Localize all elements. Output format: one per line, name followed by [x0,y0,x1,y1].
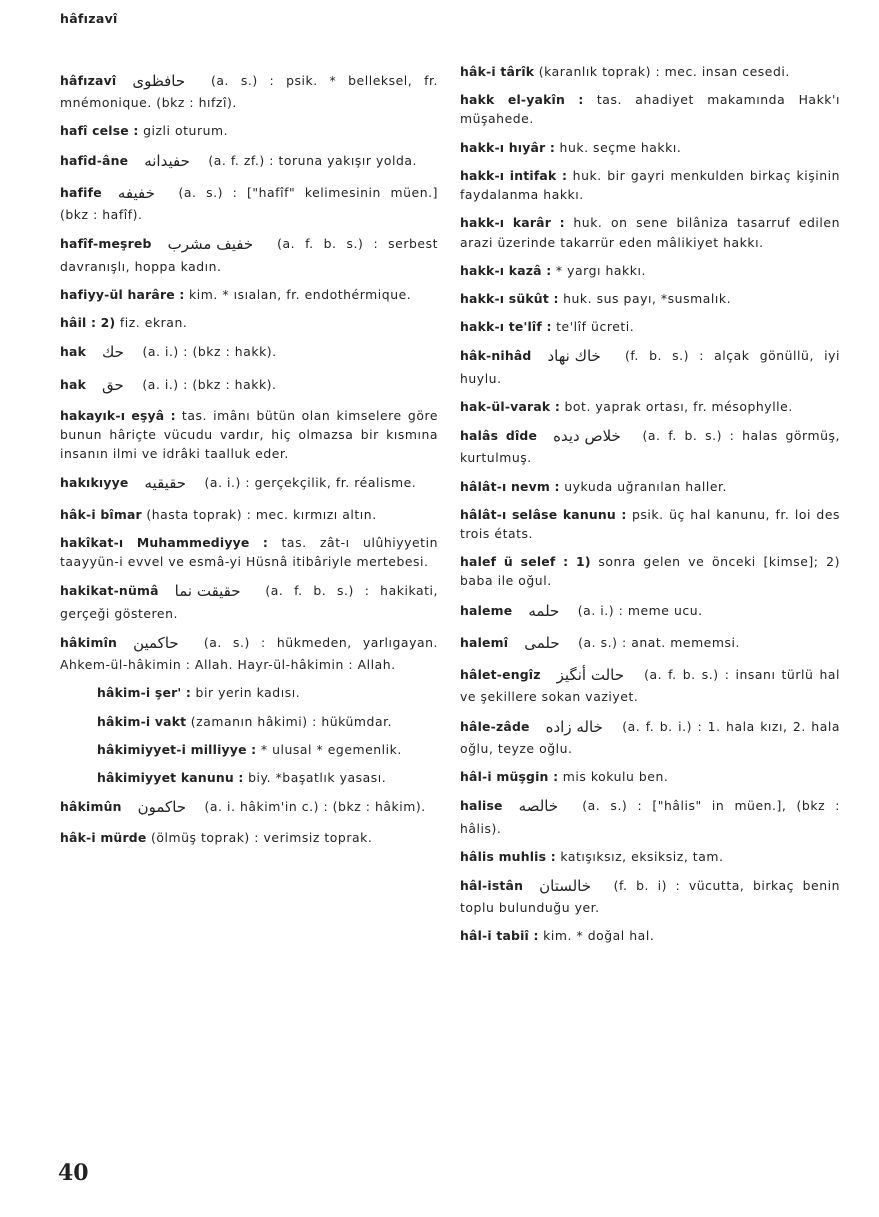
entry-ottoman-script: خاك نهاد [547,347,601,366]
entry-definition: (ölmüş toprak) : verimsiz toprak. [146,830,373,846]
entry-headword: hâfızavî [60,73,117,88]
entry-headword: hâlât-ı selâse kanunu : [460,506,627,522]
dictionary-entry [460,552,840,590]
entry-headword: hâl-i tabiî : [460,928,539,944]
entry-headword: hâle-zâde [460,718,530,734]
entry-definition: uykuda uğranılan haller. [559,478,727,494]
running-header: hâfızavî [60,11,118,26]
page-number: 40 [58,1160,89,1186]
right-column [460,62,840,955]
entry-headword: hakk-ı te'lîf : [460,319,552,335]
entry-definition: (a. f. zf.) : toruna yakışır yolda. [203,152,418,168]
entry-headword: hakikat-nümâ [60,583,159,599]
entry-definition: huk. bir gayri menkulden birkaç kişinin faydalanma hakkı. [460,167,840,203]
entry-ottoman-script: خالستان [539,877,592,895]
entry-headword: hâkim-i şer' : [97,685,192,701]
entry-headword: hâkimûn [60,799,122,815]
entry-headword: hakk el-yakîn : [460,92,584,108]
entry-definition: (a. s.) : psik. * belleksel, fr. mnémonique. (bkz : hıfzî). [60,73,438,111]
entry-headword: hak-ül-varak : [460,398,560,414]
entry-headword: hafife [60,184,102,200]
dictionary-entry [460,345,840,387]
dictionary-entry [460,425,840,467]
entry-definition: (f. b. s.) : alçak gönüllü, iyi huylu. [460,348,840,386]
entry-headword: hâkimîn [60,634,118,650]
entry-headword: hakk-ı karâr : [460,215,565,231]
entry-definition: (a. s.) : ["hafîf" kelimesinin müen.] (bkz : hafîf). [60,184,438,223]
entry-ottoman-script: خاله زاده [545,717,603,736]
entry-definition: psik. üç hal kanunu, fr. loi des trois états. [460,506,841,541]
entry-definition: (hasta toprak) : mec. kırmızı altın. [141,506,377,522]
entry-definition: (a. i.) : gerçekçilik, fr. réalisme. [200,475,417,491]
left-column [60,62,438,857]
entry-definition: (a. f. b. s.) : serbest davranışlı, hoppa kadın. [60,236,438,274]
entry-definition: (a. s.) : ["hâlis" in müen.], (bkz : hâlis). [460,798,840,836]
dictionary-entry [60,683,438,702]
entry-headword: hafîf-meşreb [60,236,152,252]
dictionary-entry [60,580,438,622]
entry-ottoman-script: خلاص ديده [553,427,621,446]
dictionary-entry [60,121,438,140]
entry-definition: huk. on sene bilâniza tasarruf edilen arazi üzerinde takarrür eden mâlikiyet hakkı. [460,215,840,250]
entry-definition: katışıksız, eksiksiz, tam. [555,848,724,864]
entry-headword: hâil : 2) [60,315,116,331]
dictionary-entry [60,712,438,731]
entry-definition: kim. * doğal hal. [538,928,655,944]
dictionary-entry [460,261,840,280]
entry-headword: hakk-ı intifak : [460,167,568,183]
dictionary-entry [460,397,840,416]
entry-definition: gizli oturum. [138,123,229,139]
entry-definition: kim. * ısıalan, fr. endothérmique. [184,286,412,302]
entry-headword: hâkim-i vakt [97,713,187,729]
dictionary-entry [60,768,438,787]
entry-definition: (a. f. b. i.) : 1. hala kızı, 2. hala oğlu, teyze oğlu. [460,718,840,756]
dictionary-entry [460,632,840,655]
entry-headword: hâk-i mürde [60,830,147,846]
dictionary-entry [460,213,840,251]
entry-definition: (a. f. b. s.) : insanı türlü hal ve şekillere sokan vaziyet. [460,667,840,705]
entry-definition: (a. i.) : meme ucu. [573,602,703,618]
entry-definition: tas. imânı bütün olan kimselere göre bunun hâriçte vücudu vardır, hiç olmazsa bir kısmına insanın ilmi ve idrâki taalluk eder. [60,407,438,462]
entry-definition: tas. ahadiyet makamında Hakk'ı müşahede. [460,92,840,127]
entry-headword: haleme [460,602,513,618]
dictionary-entry [460,847,840,866]
dictionary-entry [460,600,840,623]
dictionary-entry [60,285,438,304]
entry-ottoman-script: حلمى [524,633,560,652]
entry-definition: (a. s.) : anat. mememsi. [573,634,740,650]
entry-definition: (a. i. hâkim'in c.) : (bkz : hâkim). [200,799,426,815]
dictionary-entry [60,406,438,464]
dictionary-entry [60,828,438,847]
entry-definition: (a. i.) : (bkz : hakk). [137,344,277,360]
entry-ottoman-script: حقيقيه [144,474,187,493]
dictionary-entry [60,796,438,819]
entry-ottoman-script: حافظوى [132,72,186,90]
entry-ottoman-script: حق [102,375,124,394]
entry-headword: hakk-ı kazâ : [460,262,552,278]
entry-headword: hakk-ı sükût : [460,290,559,306]
entry-headword: halef ü selef : 1) [460,554,591,570]
entry-headword: hâkimiyyet kanunu : [97,769,244,785]
dictionary-entry [60,233,438,275]
entry-headword: hâlât-ı nevm : [460,478,560,494]
dictionary-entry [60,632,438,674]
entry-headword: hâkimiyyet-i milliyye : [97,741,257,757]
entry-ottoman-script: حالت أنگيز [556,666,624,685]
dictionary-entry [460,317,840,336]
dictionary-entry [60,182,438,224]
entry-definition: (a. f. b. s.) : hakikati, gerçeği gösteren. [60,583,438,621]
dictionary-entry [60,313,438,332]
dictionary-entry [460,767,840,786]
entry-definition: biy. *başatlık yasası. [243,769,387,785]
dictionary-entry [460,289,840,308]
entry-ottoman-script: خالصه [518,797,559,816]
entry-ottoman-script: خفيفه [117,183,155,202]
entry-definition: bir yerin kadısı. [191,685,301,701]
entry-headword: hafîd-âne [60,152,129,168]
entry-definition: huk. sus payı, *susmalık. [558,290,732,306]
entry-headword: hâk-i târîk [460,64,535,79]
dictionary-entry [460,795,840,837]
dictionary-entry [460,90,840,128]
dictionary-entry [460,664,840,706]
entry-headword: hâl-istân [460,878,524,893]
dictionary-entry [460,477,840,496]
dictionary-entry [60,472,438,495]
entry-definition: * ulusal * egemenlik. [256,741,402,757]
entry-headword: hakıkıyye [60,475,129,491]
entry-headword: hâk-i bîmar [60,506,142,522]
dictionary-entry [460,166,840,204]
entry-headword: hakayık-ı eşyâ : [60,407,176,423]
entry-definition: (karanlık toprak) : mec. insan cesedi. [534,64,790,79]
entry-ottoman-script: حقيقت نما [174,582,241,601]
entry-headword: hâlet-engîz [460,667,541,683]
entry-ottoman-script: حاكمين [133,633,179,652]
entry-definition: tas. zât-ı ulûhiyyetin taayyün-i evvel ve esmâ-yi Hüsnâ itibâriyle mertebesi. [60,534,438,570]
entry-headword: hafî celse : [60,123,139,139]
entry-headword: hak [60,344,87,360]
dictionary-entry [60,505,438,524]
entry-definition: sonra gelen ve önceki [kimse]; 2) baba ile oğul. [460,554,840,589]
entry-ottoman-script: خفيف مشرب [167,235,254,254]
entry-headword: hak [60,376,87,392]
dictionary-entry [460,62,840,81]
entry-definition: huk. seçme hakkı. [555,139,682,155]
entry-definition: * yargı hakkı. [551,262,646,278]
entry-headword: hâl-i müşgin : [460,769,559,785]
entry-headword: halâs dîde [460,428,538,444]
dictionary-entry [460,875,840,917]
entry-ottoman-script: حلمه [528,601,560,620]
entry-headword: hâk-nihâd [460,348,532,364]
entry-headword: halemî [460,634,509,650]
dictionary-entry [460,926,840,945]
dictionary-entry [60,740,438,759]
dictionary-entry [60,374,438,397]
dictionary-entry [460,716,840,758]
entry-definition: mis kokulu ben. [558,769,669,785]
entry-definition: (zamanın hâkimi) : hükümdar. [186,713,393,729]
entry-definition: (a. s.) : hükmeden, yarlıgayan. Ahkem-ül-hâkimin : Allah. Hayr-ül-hâkimin : Allah. [60,634,438,673]
entry-definition: bot. yaprak ortası, fr. mésophylle. [560,398,793,414]
entry-definition: (f. b. i) : vücutta, birkaç benin toplu bulunduğu yer. [460,878,840,916]
dictionary-entry [460,138,840,157]
entry-definition: (a. f. b. s.) : halas görmüş, kurtulmuş. [460,428,840,466]
dictionary-entry [60,150,438,173]
entry-ottoman-script: حك [102,343,124,362]
dictionary-entry [60,533,438,571]
entry-headword: hakk-ı hıyâr : [460,139,556,155]
dictionary-entry [460,505,840,543]
entry-definition: (a. i.) : (bkz : hakk). [137,376,277,392]
entry-headword: hâlis muhlis : [460,848,556,864]
entry-headword: hafiyy-ül harâre : [60,286,185,302]
entry-ottoman-script: حفيدانه [144,151,190,170]
entry-ottoman-script: حاكمون [137,798,187,817]
dictionary-entry [60,341,438,364]
dictionary-entry [60,70,438,112]
entry-headword: halise [460,798,503,814]
entry-definition: fiz. ekran. [115,315,188,331]
entry-headword: hakîkat-ı Muhammediyye : [60,534,269,550]
entry-definition: te'lîf ücreti. [551,319,635,335]
